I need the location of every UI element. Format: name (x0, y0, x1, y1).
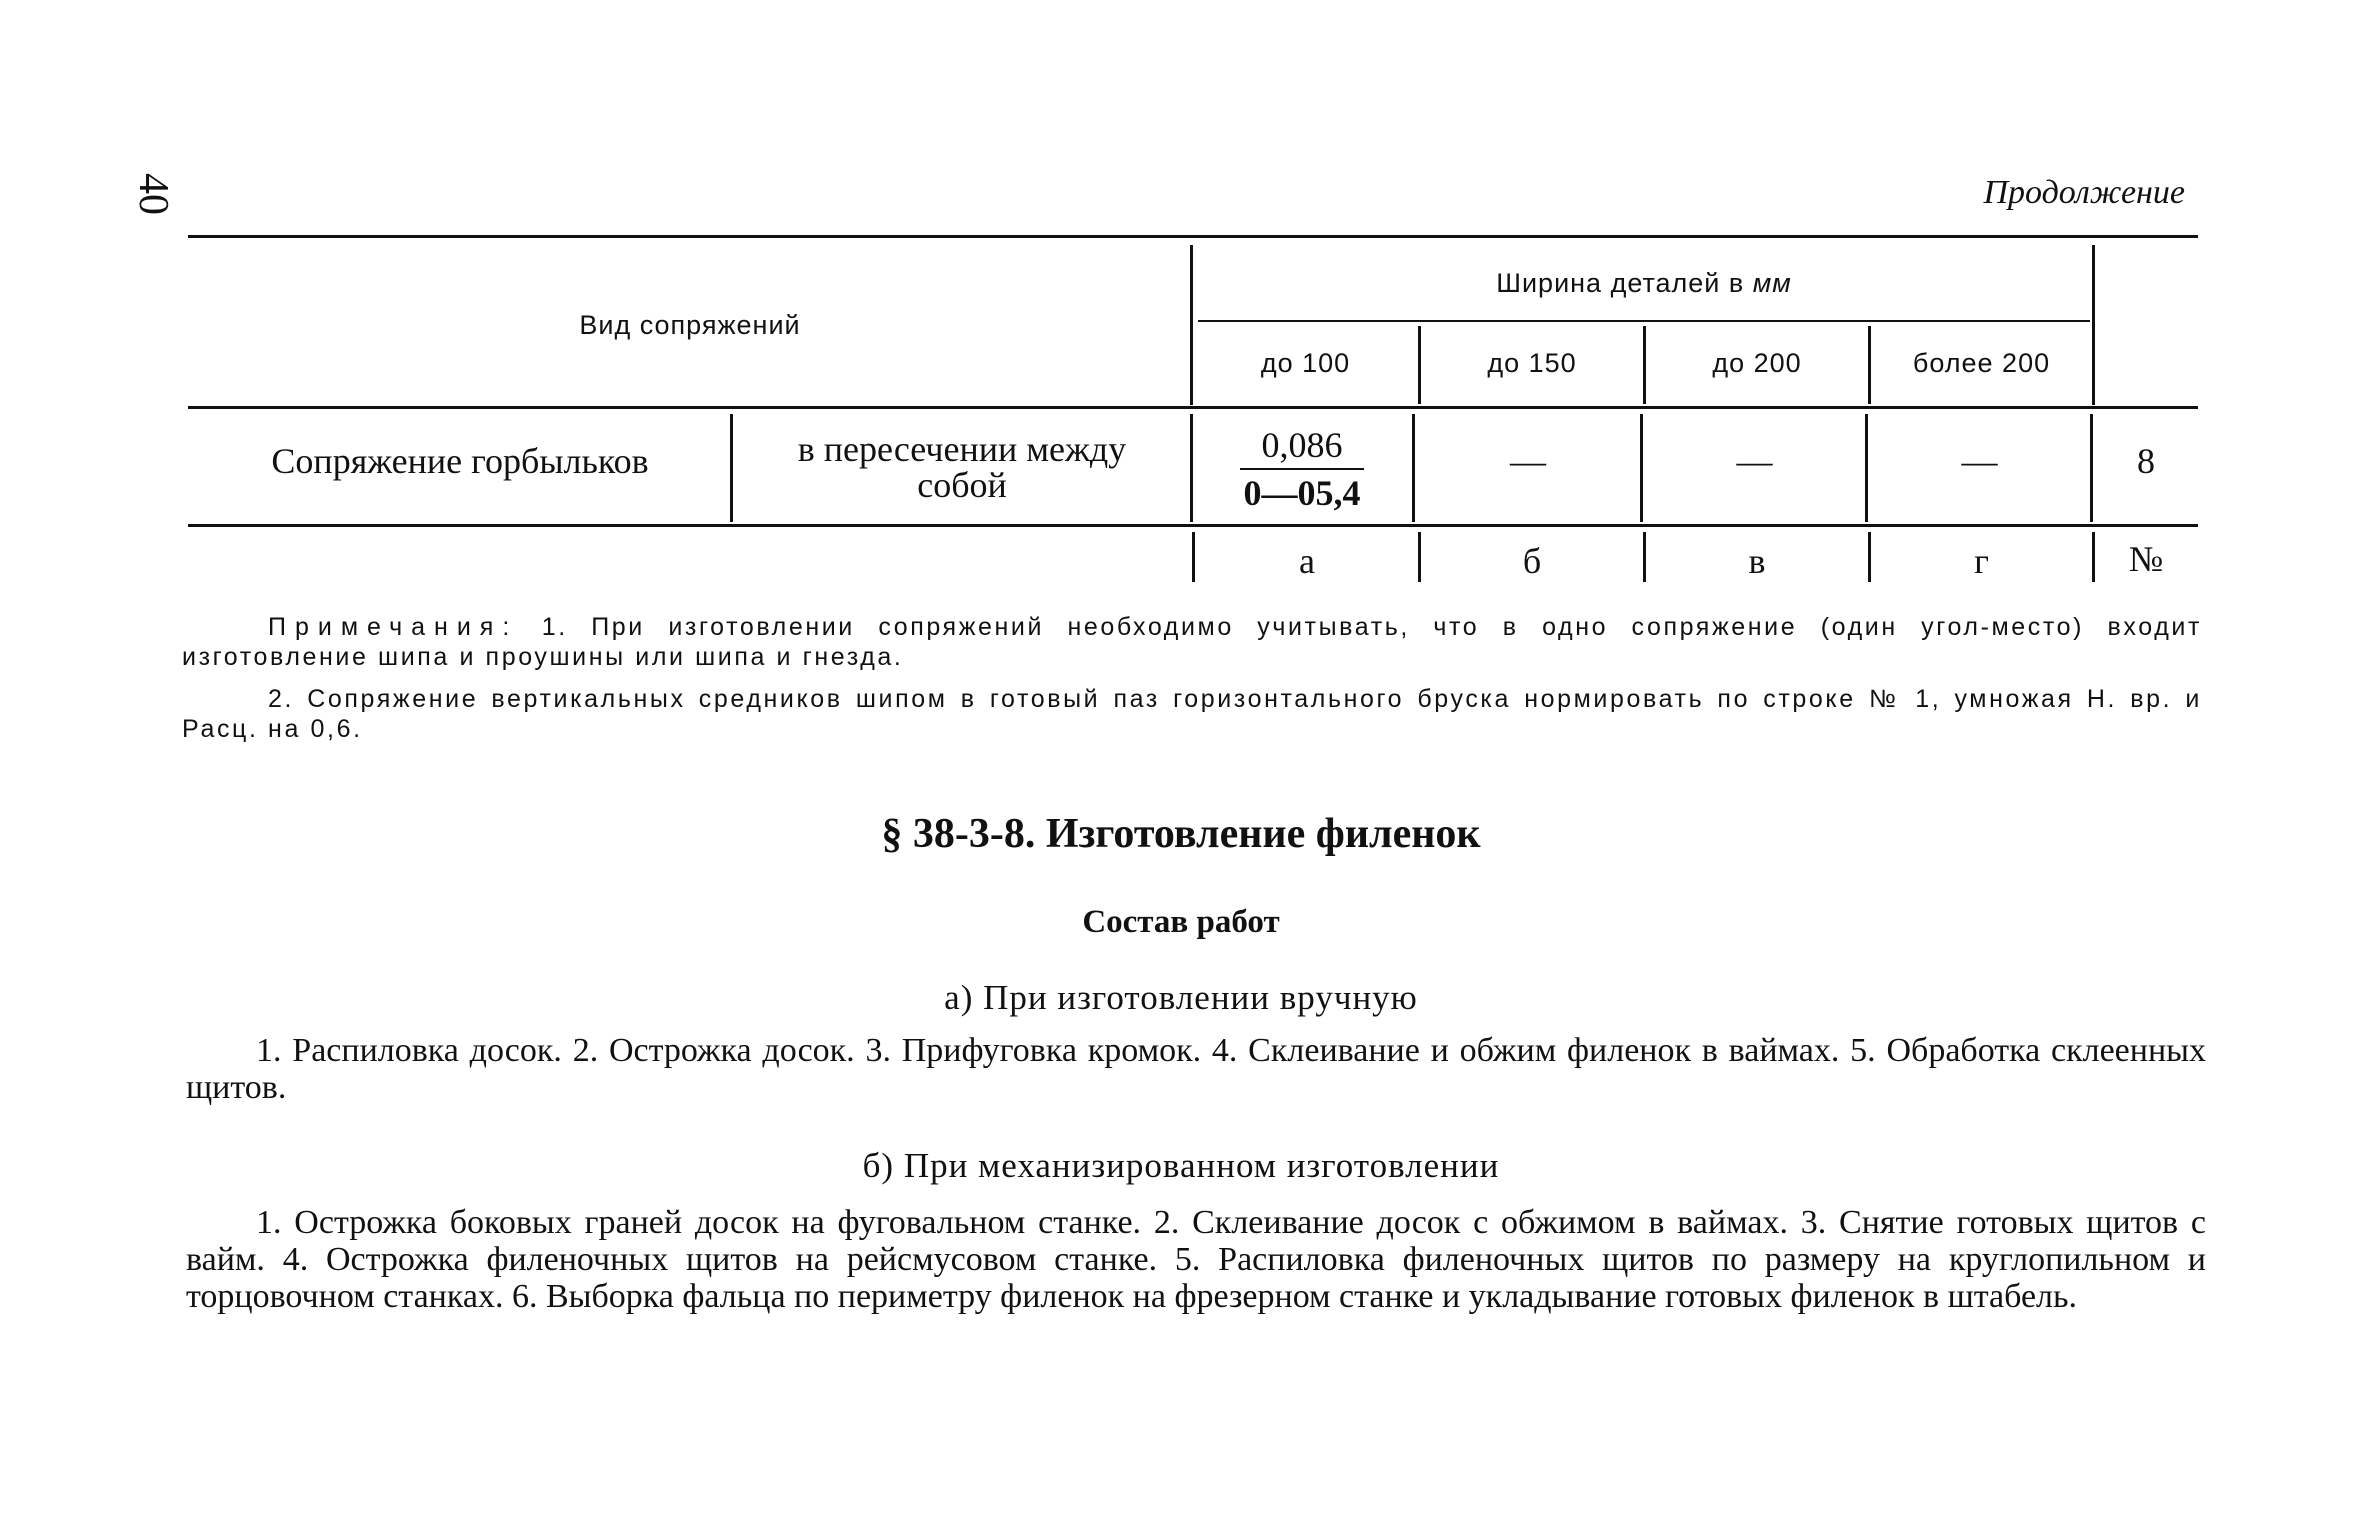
row-value-numerator: 0,086 (1261, 425, 1343, 465)
header-vline-right (2092, 245, 2095, 405)
row-vline-main (1190, 414, 1193, 522)
mech-text: 1. Острожка боковых граней досок на фуговальном станке. 2. Склеивание досок с обжимом в ваймах. 3. Снятие готовых щитов с вайм. 4. Острожка филеночных щитов на рейсмусовом станке. 5. Распиловка филеночных щитов по размеру на круглопильном и торцовочном станках. 6. Выборка фальца по периметру филенок на фрезерном станке и укладывание готовых филенок в штабель. (186, 1204, 2206, 1315)
row-vline-value (1412, 414, 1415, 522)
note-1-text: 1. При изготовлении сопряжений необходимо учитывать, что в одно сопряжение (один угол-место) входит изготовление шипа и проушины или шипа и гнезда. (182, 613, 2202, 671)
col-header-3: до 200 (1712, 348, 1802, 378)
row-value-fraction-bar (1240, 468, 1364, 470)
row-detail-line1: в пересечении между (797, 429, 1127, 469)
table-header-bottom-rule (188, 406, 2198, 409)
table-header-split-rule (1198, 320, 2090, 322)
column-letter-a: а (1299, 541, 1315, 581)
row-value-denominator: 0—05,4 (1243, 473, 1361, 513)
col-header-4: более 200 (1912, 348, 2051, 378)
continuation-label: Продолжение (1983, 174, 2185, 211)
table-top-rule (188, 235, 2198, 238)
row-vline-detail (730, 414, 733, 522)
header-vline-main (1190, 245, 1193, 405)
mech-heading: б) При механизированном изготовлении (862, 1146, 1500, 1185)
row-cell-col4: — (1961, 441, 1998, 481)
number-label: № (2128, 539, 2164, 579)
manual-heading: а) При изготовлении вручную (944, 978, 1418, 1017)
col-header-2: до 150 (1487, 348, 1577, 378)
col-header-1: до 100 (1260, 348, 1351, 378)
row-number: 8 (2137, 441, 2155, 481)
column-letter-g: г (1974, 541, 1989, 581)
section-title: § 38-3-8. Изготовление филенок (881, 811, 1481, 857)
notes-label: Примечания: (268, 613, 519, 641)
note-2: 2. Сопряжение вертикальных средников шипом в готовый паз горизонтального бруска нормировать по строке № 1, умножая Н. вр. и Расц. на 0,6. (182, 685, 2202, 743)
group-header-unit: мм (1752, 268, 1792, 298)
row-cell-col3: — (1736, 441, 1773, 481)
page-number: 40 (130, 173, 176, 215)
group-header (1196, 268, 2092, 299)
manual-text: 1. Распиловка досок. 2. Острожка досок. 3. Прифуговка кромок. 4. Склеивание и обжим филенок в ваймах. 5. Обработка склеенных щитов. (186, 1032, 2206, 1106)
column-letter-b: б (1522, 541, 1542, 581)
letters-vline-1 (1192, 532, 1195, 582)
composition-heading: Состав работ (1082, 904, 1280, 940)
row-name: Сопряжение горбыльков (271, 441, 649, 481)
group-header-text: Ширина деталей в (1496, 268, 1753, 298)
table-body-bottom-rule (188, 524, 2198, 527)
row-vline-col4 (1865, 414, 1868, 522)
row-cell-col2: — (1510, 441, 1546, 481)
column-letter-v: в (1748, 541, 1766, 581)
note-1 (182, 612, 2202, 672)
row-vline-num (2090, 414, 2093, 522)
row-header: Вид сопряжений (579, 310, 801, 340)
row-detail-line2: собой (917, 465, 1007, 505)
row-vline-col3 (1640, 414, 1643, 522)
